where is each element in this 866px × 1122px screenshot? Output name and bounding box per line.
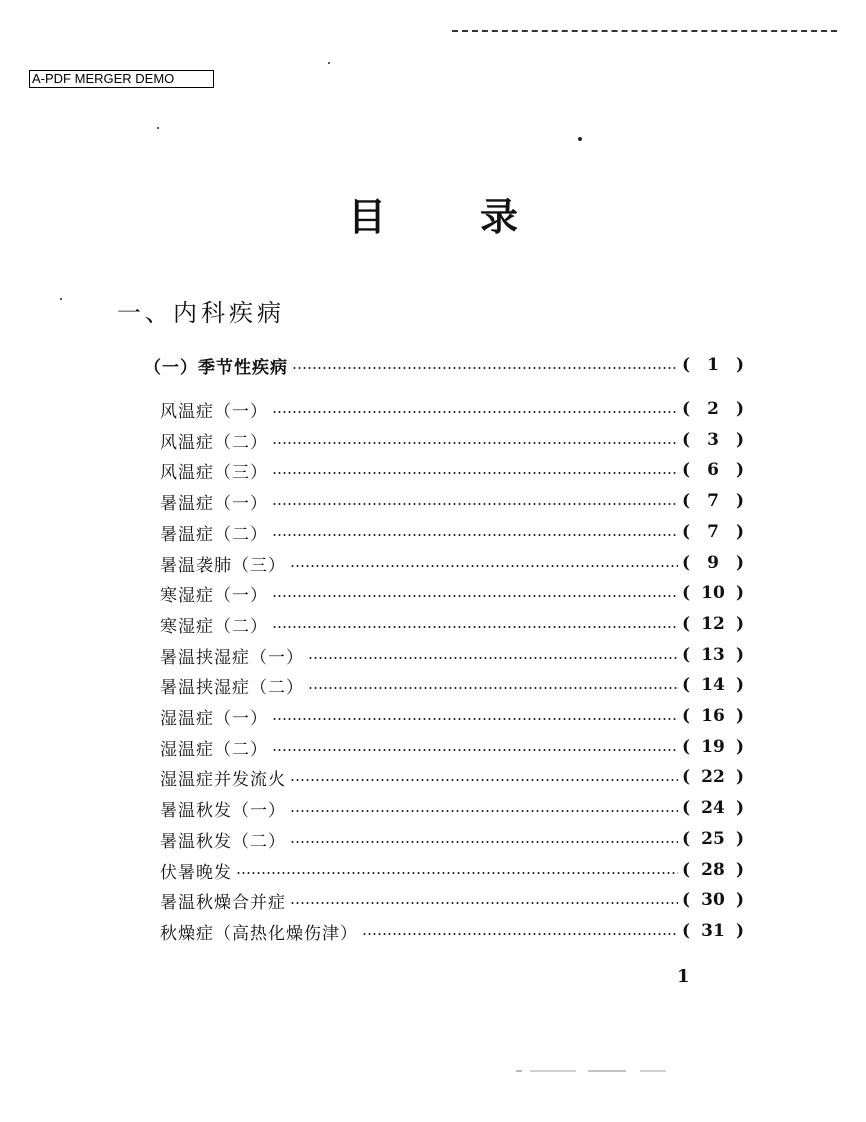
toc-entry-row[interactable] xyxy=(160,672,744,698)
toc-entry-row[interactable] xyxy=(160,611,744,637)
scan-speck xyxy=(328,62,330,64)
toc-entry-label: 暑温症（一） xyxy=(160,493,268,514)
toc-page-number: 6 xyxy=(707,460,719,480)
dot-leader xyxy=(292,367,678,369)
toc-entry-row[interactable] xyxy=(160,457,744,483)
toc-entry-row[interactable] xyxy=(160,887,744,913)
dot-leader xyxy=(272,534,678,536)
dot-leader xyxy=(272,442,678,444)
toc-entry-label: 风温症（二） xyxy=(160,432,268,453)
dot-leader xyxy=(272,718,678,720)
toc-entry-row[interactable] xyxy=(160,826,744,852)
toc-page-number: 10 xyxy=(701,583,725,603)
toc-page-ref: ( 1 ) xyxy=(682,355,744,375)
scan-speck xyxy=(578,137,582,141)
toc-page-number: 1 xyxy=(707,355,719,375)
toc-entry-label: 寒湿症（一） xyxy=(160,585,268,606)
section-heading: 一、内科疾病 xyxy=(117,299,285,327)
toc-entry-row[interactable] xyxy=(160,703,744,729)
dot-leader xyxy=(362,933,678,935)
toc-page-number: 14 xyxy=(701,675,725,695)
toc-entry-label: 暑温挟湿症（二） xyxy=(160,677,304,698)
toc-page-ref: ( 24 ) xyxy=(682,798,744,818)
dot-leader xyxy=(236,872,678,874)
toc-page-ref: ( 13 ) xyxy=(682,645,744,665)
toc-entry-label: 秋燥症（高热化燥伤津） xyxy=(160,923,358,944)
scan-speck xyxy=(157,127,159,129)
toc-entry-label: 寒湿症（二） xyxy=(160,616,268,637)
toc-entry-label: 暑温秋发（二） xyxy=(160,831,286,852)
toc-entry-label: 伏暑晚发 xyxy=(160,862,232,883)
toc-entry-label: 风温症（三） xyxy=(160,462,268,483)
toc-page-ref: ( 14 ) xyxy=(682,675,744,695)
toc-subsection-label: （一）季节性疾病 xyxy=(144,357,288,378)
toc-page-number: 7 xyxy=(707,491,719,511)
dashed-header-rule xyxy=(452,30,837,32)
toc-entry-label: 暑温秋燥合并症 xyxy=(160,892,286,913)
toc-page-ref: ( 28 ) xyxy=(682,860,744,880)
dot-leader xyxy=(272,472,678,474)
toc-page-number: 22 xyxy=(701,767,725,787)
scan-speck xyxy=(60,298,62,300)
toc-entry-label: 风温症（一） xyxy=(160,401,268,422)
toc-entry-label: 暑温症（二） xyxy=(160,524,268,545)
dot-leader xyxy=(290,565,678,567)
toc-page-ref: ( 2 ) xyxy=(682,399,744,419)
dot-leader xyxy=(272,503,678,505)
toc-entry-label: 暑温秋发（一） xyxy=(160,800,286,821)
toc-page-ref: ( 25 ) xyxy=(682,829,744,849)
toc-page-ref: ( 3 ) xyxy=(682,430,744,450)
toc-entry-row[interactable] xyxy=(160,857,744,883)
toc-page-ref: ( 6 ) xyxy=(682,460,744,480)
toc-page-number: 28 xyxy=(701,860,725,880)
toc-page-number: 19 xyxy=(701,737,725,757)
dot-leader xyxy=(290,810,678,812)
title-char-1: 目 xyxy=(348,194,387,239)
toc-page-ref: ( 30 ) xyxy=(682,890,744,910)
toc-entry-row[interactable] xyxy=(160,396,744,422)
toc-page-ref: ( 31 ) xyxy=(682,921,744,941)
toc-page-ref: ( 7 ) xyxy=(682,522,744,542)
dot-leader xyxy=(290,841,678,843)
dot-leader xyxy=(272,411,678,413)
toc-page-number: 31 xyxy=(701,921,725,941)
toc-page-ref: ( 10 ) xyxy=(682,583,744,603)
toc-entry-row[interactable] xyxy=(160,550,744,576)
toc-page-ref: ( 19 ) xyxy=(682,737,744,757)
toc-subsection-row[interactable] xyxy=(144,352,744,378)
toc-entry-label: 湿温症（一） xyxy=(160,708,268,729)
dot-leader xyxy=(272,595,678,597)
toc-page-ref: ( 7 ) xyxy=(682,491,744,511)
dot-leader xyxy=(290,902,678,904)
dot-leader xyxy=(308,687,678,689)
title-char-2: 录 xyxy=(480,194,519,239)
toc-page-ref: ( 22 ) xyxy=(682,767,744,787)
toc-entry-row[interactable] xyxy=(160,918,744,944)
toc-page-number: 7 xyxy=(707,522,719,542)
toc-entry-row[interactable] xyxy=(160,764,744,790)
dot-leader xyxy=(290,779,678,781)
page-title xyxy=(340,192,540,242)
toc-entry-row[interactable] xyxy=(160,580,744,606)
toc-page-ref: ( 16 ) xyxy=(682,706,744,726)
dot-leader xyxy=(308,657,678,659)
toc-entry-row[interactable] xyxy=(160,427,744,453)
scan-noise xyxy=(516,1070,686,1072)
toc-page-number: 24 xyxy=(701,798,725,818)
toc-entry-row[interactable] xyxy=(160,734,744,760)
toc-page-number: 25 xyxy=(701,829,725,849)
dot-leader xyxy=(272,626,678,628)
toc-page-ref: ( 12 ) xyxy=(682,614,744,634)
toc-entry-row[interactable] xyxy=(160,795,744,821)
toc-entry-row[interactable] xyxy=(160,642,744,668)
toc-entry-label: 暑温袭肺（三） xyxy=(160,555,286,576)
toc-page-number: 13 xyxy=(701,645,725,665)
toc-page-number: 16 xyxy=(701,706,725,726)
toc-page-number: 3 xyxy=(707,430,719,450)
toc-entry-label: 湿温症（二） xyxy=(160,739,268,760)
toc-entry-row[interactable] xyxy=(160,488,744,514)
toc-page-number: 30 xyxy=(701,890,725,910)
toc-page-number: 9 xyxy=(707,553,719,573)
toc-entry-row[interactable] xyxy=(160,519,744,545)
page-number: 1 xyxy=(677,966,690,987)
toc-entry-label: 暑温挟湿症（一） xyxy=(160,647,304,668)
toc-page-number: 12 xyxy=(701,614,725,634)
toc-page-number: 2 xyxy=(707,399,719,419)
dot-leader xyxy=(272,749,678,751)
toc-entry-label: 湿温症并发流火 xyxy=(160,769,286,790)
watermark: A-PDF MERGER DEMO xyxy=(29,70,214,88)
toc-page-ref: ( 9 ) xyxy=(682,553,744,573)
